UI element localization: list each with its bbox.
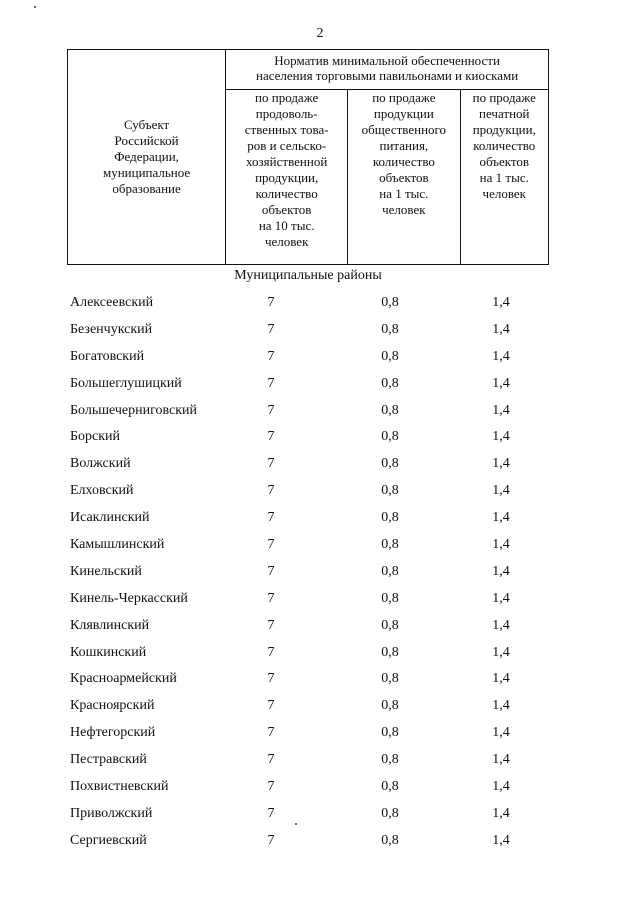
value-food: 7 [267,644,275,660]
value-print: 1,4 [492,375,510,391]
header-column-line: продоволь- [255,106,318,121]
value-food: 7 [267,295,275,310]
value-print: 1,4 [492,321,510,337]
header-column-line: объектов [379,170,429,185]
value-food: 7 [267,725,275,741]
value-print: 1,4 [492,348,510,364]
header-column-line: количество [473,138,536,153]
header-column-line: количество [255,186,318,201]
value-food: 7 [267,483,275,499]
value-food: 7 [267,671,275,687]
header-subject-line: муниципальное [102,165,191,180]
header-norm-line: населения торговыми павильонами и киосками [255,68,519,83]
header-column-food [226,90,348,265]
table-row [0,721,640,748]
value-food: 7 [267,456,275,472]
value-food: 7 [267,617,275,633]
section-title: Муниципальные районы [234,268,382,283]
value-food: 7 [267,510,275,526]
district-name: Богатовский [70,348,145,364]
district-name: Кошкинский [70,644,147,660]
table-row [0,291,640,318]
table-row [0,372,640,399]
value-catering: 0,8 [381,563,399,579]
header-column-line: печатной [479,106,530,121]
value-print: 1,4 [492,725,510,741]
value-print: 1,4 [492,563,510,579]
value-food: 7 [267,429,275,445]
district-name: Безенчукский [70,321,153,337]
table-row [0,345,640,372]
header-column-line: питания, [379,138,429,153]
value-print: 1,4 [492,671,510,687]
district-name: Кинель-Черкасский [70,590,188,606]
table-row [0,425,640,452]
header-column-print [460,90,548,265]
district-name: Сергиевский [70,832,147,848]
value-print: 1,4 [492,456,510,472]
value-catering: 0,8 [381,725,399,741]
header-subject-line: Федерации, [114,149,179,164]
table-row [0,667,640,694]
header-column-line: человек [382,202,426,217]
header-column-line: по продаже [472,90,536,105]
district-name: Камышлинский [70,537,165,553]
table-row [0,533,640,560]
district-name: Исаклинский [70,510,150,526]
value-catering: 0,8 [381,402,399,418]
value-catering: 0,8 [381,348,399,364]
value-print: 1,4 [492,510,510,526]
header-column-catering [348,90,460,265]
value-catering: 0,8 [381,321,399,337]
value-print: 1,4 [492,483,510,499]
value-print: 1,4 [492,537,510,553]
value-food: 7 [267,752,275,768]
table-header [67,49,549,265]
value-print: 1,4 [492,402,510,418]
value-food: 7 [267,698,275,714]
header-subject-line: образование [112,181,181,196]
districts-list [0,291,640,856]
header-column-line: на 10 тыс. [258,218,315,233]
district-name: Нефтегорский [70,725,156,741]
district-name: Большеглушицкий [70,375,182,391]
district-name: Большечерниговский [70,402,198,418]
header-column-line: на 1 тыс. [379,186,429,201]
district-name: Борский [70,429,121,445]
header-column-line: хозяйственной [246,154,328,169]
page-number: 2 [316,26,324,41]
value-catering: 0,8 [381,510,399,526]
value-print: 1,4 [492,752,510,768]
value-food: 7 [267,402,275,418]
value-print: 1,4 [492,805,510,821]
value-print: 1,4 [492,698,510,714]
value-print: 1,4 [492,295,510,310]
header-column-line: ров и сельско- [247,138,327,153]
table-row [0,479,640,506]
value-print: 1,4 [492,617,510,633]
header-column-line: по продаже [372,90,436,105]
value-food: 7 [267,375,275,391]
header-subject-cell [68,50,226,265]
value-catering: 0,8 [381,537,399,553]
value-print: 1,4 [492,429,510,445]
district-name: Приволжский [70,805,153,821]
value-catering: 0,8 [381,779,399,795]
value-food: 7 [267,537,275,553]
table-row [0,614,640,641]
table-row [0,775,640,802]
header-norm-cell [226,50,549,90]
value-catering: 0,8 [381,617,399,633]
header-column-line: объектов [261,202,312,217]
table-row [0,694,640,721]
value-catering: 0,8 [381,698,399,714]
value-food: 7 [267,321,275,337]
table-row [0,802,640,829]
table-row [0,641,640,668]
value-print: 1,4 [492,644,510,660]
value-food: 7 [267,348,275,364]
district-name: Кинельский [70,563,142,579]
table-row [0,506,640,533]
value-catering: 0,8 [381,671,399,687]
value-catering: 0,8 [381,456,399,472]
value-catering: 0,8 [381,805,399,821]
value-catering: 0,8 [381,832,399,848]
value-food: 7 [267,779,275,795]
header-column-line: общественного [361,122,447,137]
value-catering: 0,8 [381,375,399,391]
header-column-line: продукции, [472,122,536,137]
district-name: Пестравский [70,752,147,768]
district-name: Клявлинский [70,617,150,633]
table-row [0,748,640,775]
value-catering: 0,8 [381,590,399,606]
header-column-line: человек [264,234,309,249]
table-row [0,560,640,587]
table-row [0,318,640,345]
value-food: 7 [267,590,275,606]
header-column-line: продукции, [255,170,319,185]
header-column-line: продукции [373,106,434,121]
value-catering: 0,8 [381,429,399,445]
value-catering: 0,8 [381,483,399,499]
district-name: Красноармейский [70,671,177,687]
value-food: 7 [267,563,275,579]
header-subject-line: Российской [114,133,179,148]
scan-speck [34,6,36,8]
table-row [0,452,640,479]
value-catering: 0,8 [381,295,399,310]
value-food: 7 [267,805,275,821]
district-name: Волжский [70,456,131,472]
header-column-line: количество [372,154,435,169]
header-column-line: человек [482,186,526,201]
district-name: Похвистневский [70,779,169,795]
header-column-line: по продаже [255,90,319,105]
district-name: Алексеевский [70,295,154,310]
value-print: 1,4 [492,590,510,606]
district-name: Красноярский [70,698,155,714]
district-name: Елховский [70,483,134,499]
header-column-line: объектов [479,154,530,169]
value-print: 1,4 [492,832,510,848]
header-norm-line: Норматив минимальной обеспеченности [274,53,500,68]
table-row [0,829,640,856]
value-food: 7 [267,832,275,848]
header-column-line: ственных това- [244,122,329,137]
table-row [0,587,640,614]
value-catering: 0,8 [381,644,399,660]
header-subject-line: Субъект [123,117,170,132]
table-row [0,399,640,426]
header-column-line: на 1 тыс. [479,170,529,185]
value-print: 1,4 [492,779,510,795]
value-catering: 0,8 [381,752,399,768]
